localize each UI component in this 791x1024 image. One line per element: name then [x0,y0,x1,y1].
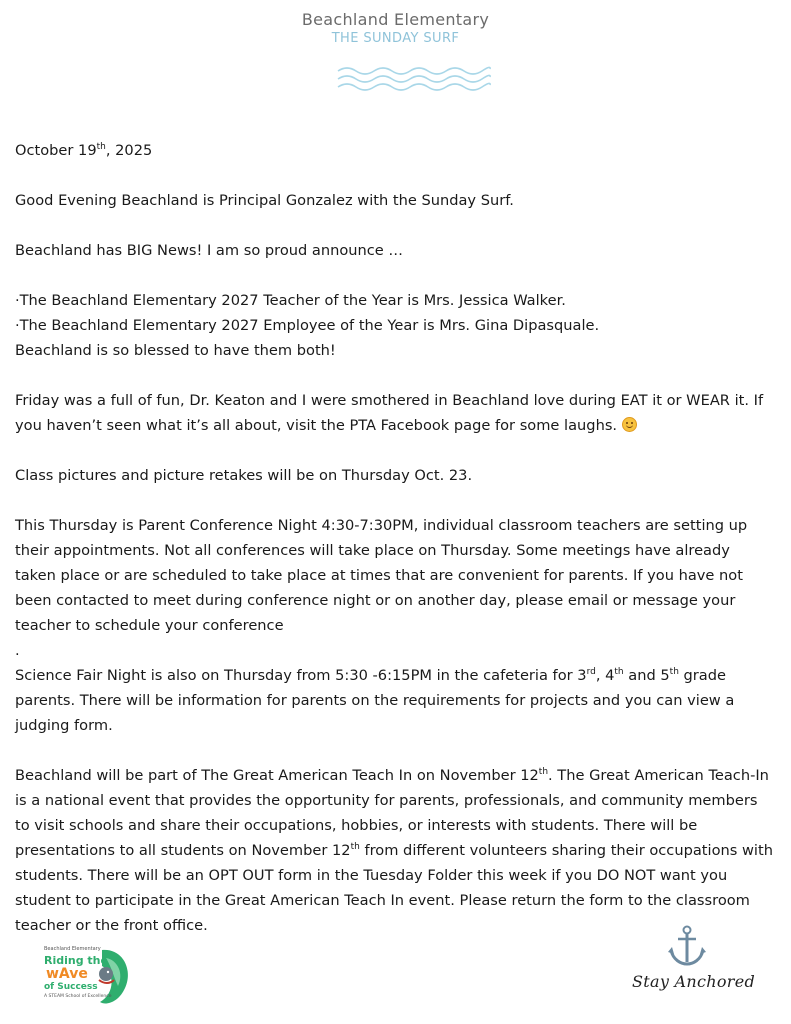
teach-in-paragraph: Beachland will be part of The Great American Teach In on November 12th. The Great American Teach-In is a national event that provides the opportunity for parents, professionals, and community members to visit schools and share their occupations, hobbies, or interests with students. There will be presentations to all students on November 12th from different volunteers sharing their occupations with students. There will be an OPT OUT form in the Tuesday Folder this week if you DO NOT want you student to participate in the Great American Teach In event. Please return the form to the classroom teacher or the front office. [15,767,773,934]
teacher-of-year: ·The Beachland Elementary 2027 Teacher of the Year is Mrs. Jessica Walker. [15,292,566,309]
greeting-paragraph: Good Evening Beachland is Principal Gonzalez with the Sunday Surf. [15,192,514,209]
stray-dot: . [15,642,20,659]
letter-date: October 19th, 2025 [15,142,153,159]
logo-line1: Riding the [44,954,108,967]
blessed-line: Beachland is so blessed to have them both! [15,342,336,359]
school-name: Beachland Elementary [301,10,490,29]
logo-top-text: Beachland Elementary [44,946,101,952]
logo-bottom-text: A STEAM School of Excellence [44,994,112,999]
logo-line2: wAve [46,966,88,982]
employee-of-year: ·The Beachland Elementary 2027 Employee of the Year is Mrs. Gina Dipasquale. [15,317,600,334]
smiling-face-icon [622,417,637,432]
news-intro: Beachland has BIG News! I am so proud announce … [15,242,404,259]
logo-line3: of Success [44,982,98,992]
waves-icon [336,64,492,92]
newsletter-title: THE SUNDAY SURF [331,31,460,46]
science-fair-paragraph: Science Fair Night is also on Thursday from 5:30 -6:15PM in the cafeteria for 3rd, 4th and 5th grade parents. There will be information for parents on the requirements for projects and you can view a judging form. [15,667,735,734]
conference-paragraph: This Thursday is Parent Conference Night 4:30-7:30PM, individual classroom teachers are setting up their appointments. Not all conferences will take place on Thursday. Some meetings have already taken place or are scheduled to take place at times that are convenient for parents. If you have not been contacted to meet during conference night or on another day, please email or message your teacher to schedule your conference [15,517,748,634]
anchor-icon [664,924,710,970]
class-pictures-paragraph: Class pictures and picture retakes will be on Thursday Oct. 23. [15,467,473,484]
signoff-text: Stay Anchored [632,972,756,991]
school-logo [44,944,132,1016]
friday-paragraph: Friday was a full of fun, Dr. Keaton and I were smothered in Beachland love during EAT it or WEAR it. If you haven’t seen what it’s all about, visit the PTA Facebook page for some laughs. [15,392,764,434]
letter-body [15,138,775,938]
newsletter-header [0,10,791,48]
